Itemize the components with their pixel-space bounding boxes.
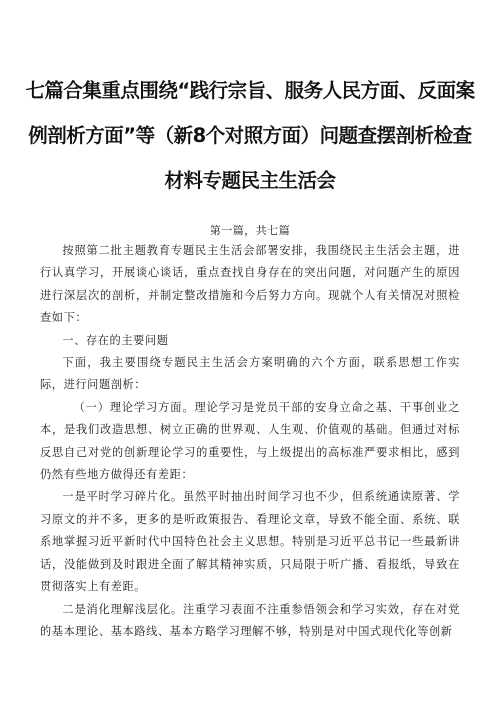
document-body	[40, 240, 460, 643]
document-title-line-3: 材料专题民主生活会	[164, 169, 336, 192]
paragraph-point-two: 二是消化理解浅层化。注重学习表面不注重参悟领会和学习实效，存在对党的基本理论、基本路线、基本方略学习理解不够，特别是对中国式现代化等创新	[40, 602, 460, 638]
paragraph-intro: 按照第二批主题教育专题民主生活会部署安排，我围绕民主生活会主题，进行认真学习，开展谈心谈话，重点查找自身存在的突出问题，对问题产生的原因进行深层次的剖析，并制定整改措施和今后努力方向。现就个人有关情况对照检查如下：	[40, 244, 460, 325]
paragraph-overview: 下面，我主要围绕专题民主生活会方案明确的六个方面，联系思想工作实际，进行问题剖析：	[40, 356, 460, 392]
document-subtitle: 第一篇，共七篇	[209, 224, 291, 237]
paragraph-point-one: 一是平时学习碎片化。虽然平时抽出时间学习也不少，但系统通读原著、学习原文的并不多，更多的是听政策报告、看理论文章，导致不能全面、系统、联系地掌握习近平新时代中国特色社会主义思想。特别是习近平总书记一些最新讲话，没能做到及时跟进全面了解其精神实质，只局限于听广播、看报纸，导致在贯彻落实上有差距。	[40, 490, 460, 594]
document-title-line-2: 例剖析方面”等（新8个对照方面）问题查摆剖析检查	[28, 124, 472, 147]
document-title-line-1: 七篇合集重点围绕“践行宗旨、服务人民方面、反面案	[25, 79, 475, 102]
paragraph-theory-study: （一）理论学习方面。理论学习是党员干部的安身立命之基、干事创业之本，是我们改造思想、树立正确的世界观、人生观、价值观的基础。但通过对标反思自己对党的创新理论学习的重要性，与上级提出的高标准严要求相比，感到仍然有些地方做得还有差距：	[40, 400, 460, 482]
section-heading: 一、存在的主要问题	[62, 333, 169, 347]
